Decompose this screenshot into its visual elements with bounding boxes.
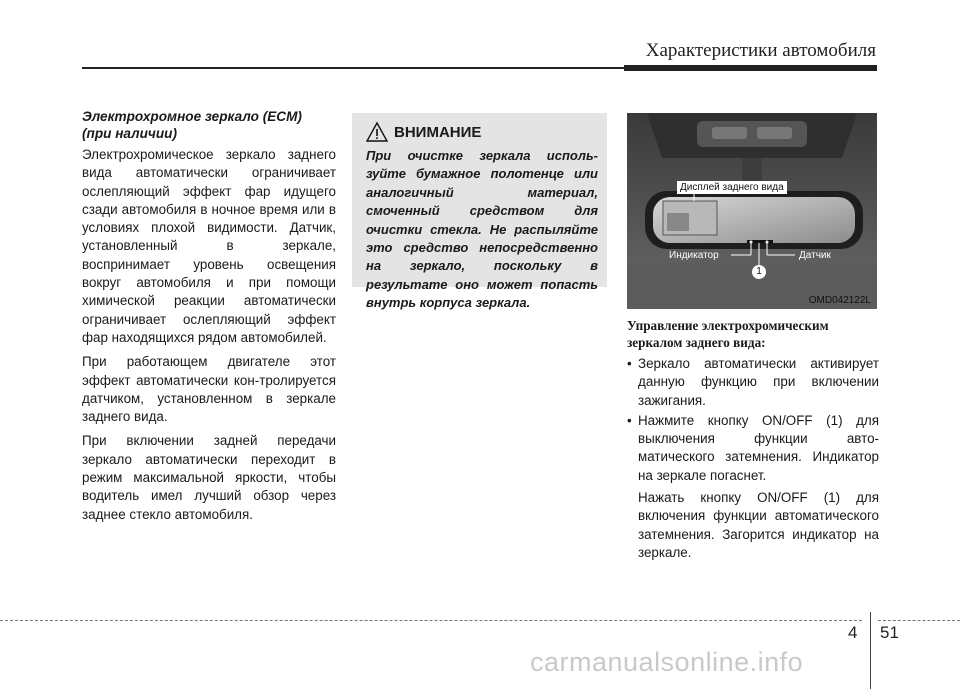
bullet-text: Зеркало автоматически активирует данную функцию при включении зажигания. (638, 356, 879, 408)
list-item (627, 412, 879, 485)
paragraph-engine: При работающем двигателе этот эффект автоматически кон-тролируется датчиком, установленном в зеркале заднего вида. (82, 354, 336, 425)
figure-code: OMD042122L (808, 295, 871, 306)
list-item (627, 355, 879, 410)
watermark: carmanualsonline.info (530, 647, 804, 677)
control-title (627, 317, 879, 351)
page-number: 51 (880, 623, 899, 642)
callout-number: 1 (752, 265, 766, 279)
label-display: Дисплей заднего вида (677, 181, 787, 194)
label-indicator: Индикатор (669, 250, 719, 261)
section-number: 4 (848, 623, 858, 642)
warning-box (352, 113, 607, 311)
control-title-line2: зеркалом заднего вида: (627, 335, 766, 350)
warning-triangle-icon (366, 121, 388, 143)
warning-title: ВНИМАНИЕ (394, 123, 482, 141)
paragraph-reverse: При включении задней передачи зеркало автоматически переходит в режим максимальной яркости, чтобы водитель имел лучший обзор через заднее стекло автомобиля. (82, 433, 336, 522)
warning-text: При очистке зеркала исполь-зуйте бумажное полотенце или аналогичный материал, смоченный средством для очистки стекла. Не распыляйте это средство непосредственно на зеркало, поскольку в результате оно может попасть внутрь корпуса зеркала. (366, 148, 598, 311)
chapter-title: Характеристики автомобиля (645, 40, 876, 61)
label-sensor: Датчик (799, 250, 831, 261)
footer-divider (870, 612, 871, 689)
section-title-line1: Электрохромное зеркало (ECM) (82, 109, 302, 124)
left-column (82, 108, 336, 530)
section-title (82, 108, 336, 142)
footer-rule-left (0, 620, 862, 621)
bullet-dot: • (627, 412, 632, 428)
header-rule-accent (624, 65, 877, 71)
mirror-photo (627, 113, 877, 309)
section-title-line2: (при наличии) (82, 126, 177, 141)
bullet-dot: • (627, 356, 632, 371)
mirror-figure (627, 113, 877, 309)
bullet-text: Нажмите кнопку ON/OFF (1) для выключения функции авто-матического затемнения. Индикатор на зеркале погаснет. (638, 412, 879, 483)
paragraph-intro: Электрохромическое зеркало заднего вида автоматически ограничивает ослепляющий эффект фар идущего сзади автомобиля в ночное время или в условиях плохой видимости. Датчик, установленный в зеркале, воспринимает уровень освещения вокруг автомобиля и при помощи химической реакции автоматически ограничивает ослепляющий эффект фар находящихся рядом автомобилей. (82, 147, 336, 345)
control-title-line1: Управление электрохромическим (627, 318, 829, 333)
bullet-continuation: Нажать кнопку ON/OFF (1) для включения функции автоматического затемнения. Загорится индикатор на зеркале. (638, 490, 879, 560)
warning-header (366, 121, 481, 143)
right-column (627, 317, 879, 562)
footer-rule-right (878, 620, 960, 621)
